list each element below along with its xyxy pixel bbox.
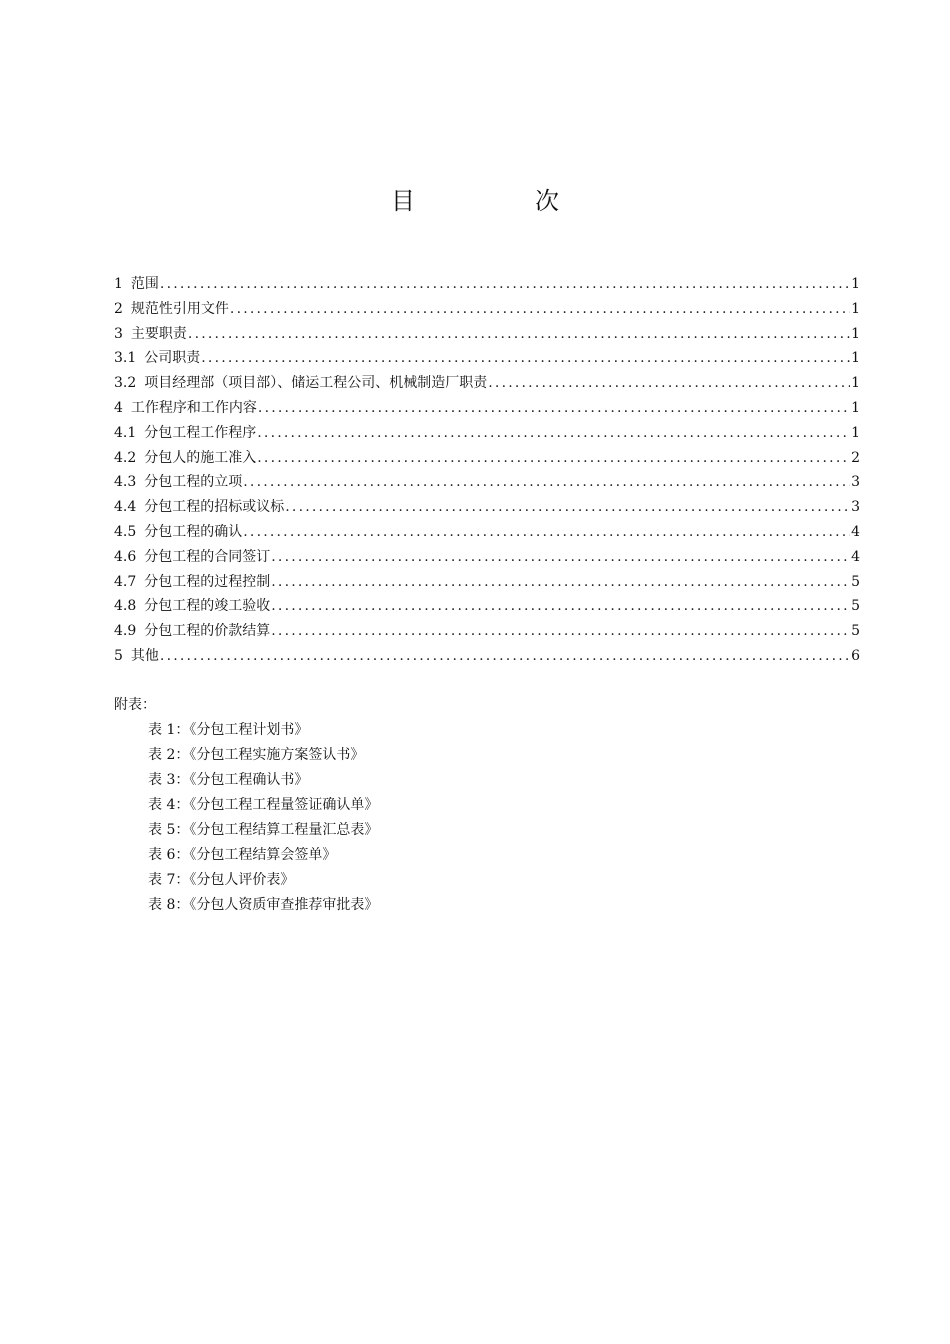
- appendix-heading: 附表：: [114, 697, 156, 713]
- toc-entry-title: 其他: [130, 647, 159, 664]
- toc-entry-title: 分包工程的过程控制: [144, 573, 271, 590]
- toc-dot-leader: [188, 322, 850, 347]
- toc-dot-leader: [271, 594, 850, 619]
- toc-entry[interactable]: [114, 470, 860, 495]
- toc-entry-title: 分包工程的确认: [144, 523, 243, 540]
- toc-entry-title: 分包工程的立项: [144, 474, 243, 491]
- toc-entry-number: 4.8: [114, 598, 137, 615]
- toc-entry-number: 4.6: [114, 548, 137, 565]
- toc-dot-leader: [257, 421, 850, 446]
- appendix-item[interactable]: 表 4：《分包工程工程量签证确认单》: [148, 797, 379, 813]
- toc-dot-leader: [271, 545, 850, 570]
- toc-entry[interactable]: [114, 371, 860, 396]
- toc-entry-number: 4.3: [114, 474, 137, 491]
- toc-dot-leader: [201, 346, 850, 371]
- toc-entry-number: 4.9: [114, 623, 137, 640]
- toc-entry-page: 1: [851, 300, 860, 317]
- toc-entry[interactable]: [114, 346, 860, 371]
- toc-entry-page: 5: [851, 623, 860, 640]
- toc-entry-page: 4: [851, 523, 860, 540]
- toc-entry-title: 分包工程工作程序: [144, 424, 257, 441]
- appendix-item[interactable]: 表 2：《分包工程实施方案签认书》: [148, 747, 365, 763]
- toc-entry-page: 1: [851, 424, 860, 441]
- toc-entry-page: 3: [851, 499, 860, 516]
- toc-entry-page: 2: [851, 449, 860, 466]
- toc-entry-title: 分包人的施工准入: [144, 449, 257, 466]
- toc-entry[interactable]: [114, 545, 860, 570]
- toc-entry-page: 1: [851, 276, 860, 292]
- toc-entry-number: 4.5: [114, 523, 137, 540]
- toc-entry-title: 项目经理部（项目部）、储运工程公司、机械制造厂职责: [144, 375, 488, 392]
- toc-entry-title: 分包工程的合同签订: [144, 548, 271, 565]
- toc-dot-leader: [230, 297, 850, 322]
- toc-entry-page: 3: [851, 474, 860, 491]
- toc-entry-title: 主要职责: [130, 325, 187, 342]
- toc-dot-leader: [160, 272, 850, 297]
- toc-entry-number: 1: [114, 276, 123, 292]
- toc-entry-number: 3.2: [114, 375, 137, 392]
- toc-entry[interactable]: [114, 396, 860, 421]
- toc-entry-title: 工作程序和工作内容: [130, 399, 257, 416]
- toc-entry-title: 分包工程的竣工验收: [144, 598, 271, 615]
- appendix-item[interactable]: 表 6：《分包工程结算会签单》: [148, 847, 337, 863]
- page-title: 目 次: [391, 187, 607, 215]
- toc-entry-number: 4: [114, 399, 123, 416]
- toc-dot-leader: [243, 470, 850, 495]
- toc-entry[interactable]: [114, 619, 860, 644]
- toc-entry[interactable]: [114, 594, 860, 619]
- toc-entry-number: 5: [114, 647, 123, 664]
- toc-entry[interactable]: [114, 297, 860, 322]
- toc-entry-page: 1: [851, 325, 860, 342]
- toc-entry-page: 6: [851, 647, 860, 664]
- toc-entry-page: 4: [851, 548, 860, 565]
- toc-entry[interactable]: [114, 322, 860, 347]
- appendix-item[interactable]: 表 3：《分包工程确认书》: [148, 772, 309, 788]
- toc-entry-title: 公司职责: [144, 350, 201, 367]
- toc-entry-page: 1: [851, 399, 860, 416]
- toc-entry-number: 3: [114, 325, 123, 342]
- toc-dot-leader: [285, 495, 850, 520]
- toc-dot-leader: [160, 644, 850, 669]
- toc-entry-number: 4.2: [114, 449, 137, 466]
- toc-dot-leader: [257, 446, 850, 471]
- appendix-item[interactable]: 表 1：《分包工程计划书》: [148, 722, 309, 738]
- toc-entry-number: 2: [114, 300, 123, 317]
- toc-entry[interactable]: [114, 644, 860, 669]
- toc-dot-leader: [271, 619, 850, 644]
- toc-dot-leader: [488, 371, 850, 396]
- toc-entry-title: 分包工程的招标或议标: [144, 499, 285, 516]
- toc-entry-page: 1: [851, 375, 860, 392]
- toc-entry-title: 范围: [130, 276, 159, 292]
- toc-entry-number: 3.1: [114, 350, 137, 367]
- appendix-item[interactable]: 表 5：《分包工程结算工程量汇总表》: [148, 822, 379, 838]
- toc-entry-title: 分包工程的价款结算: [144, 623, 271, 640]
- appendix-list: [148, 718, 378, 918]
- toc-dot-leader: [271, 570, 850, 595]
- toc-entry-page: 5: [851, 598, 860, 615]
- toc-entry[interactable]: [114, 446, 860, 471]
- appendix-item[interactable]: 表 8：《分包人资质审查推荐审批表》: [148, 897, 379, 913]
- toc-entry-number: 4.4: [114, 499, 137, 516]
- toc-entry-number: 4.7: [114, 573, 137, 590]
- toc-entry[interactable]: [114, 520, 860, 545]
- toc-entry-page: 1: [851, 350, 860, 367]
- appendix-item[interactable]: 表 7：《分包人评价表》: [148, 872, 295, 888]
- toc-entry[interactable]: [114, 570, 860, 595]
- toc-entry-page: 5: [851, 573, 860, 590]
- toc-entry[interactable]: [114, 272, 860, 297]
- toc-entry-title: 规范性引用文件: [130, 300, 229, 317]
- toc-dot-leader: [243, 520, 850, 545]
- toc-entry-number: 4.1: [114, 424, 137, 441]
- table-of-contents: [114, 272, 860, 669]
- toc-entry[interactable]: [114, 495, 860, 520]
- toc-entry[interactable]: [114, 421, 860, 446]
- toc-dot-leader: [258, 396, 850, 421]
